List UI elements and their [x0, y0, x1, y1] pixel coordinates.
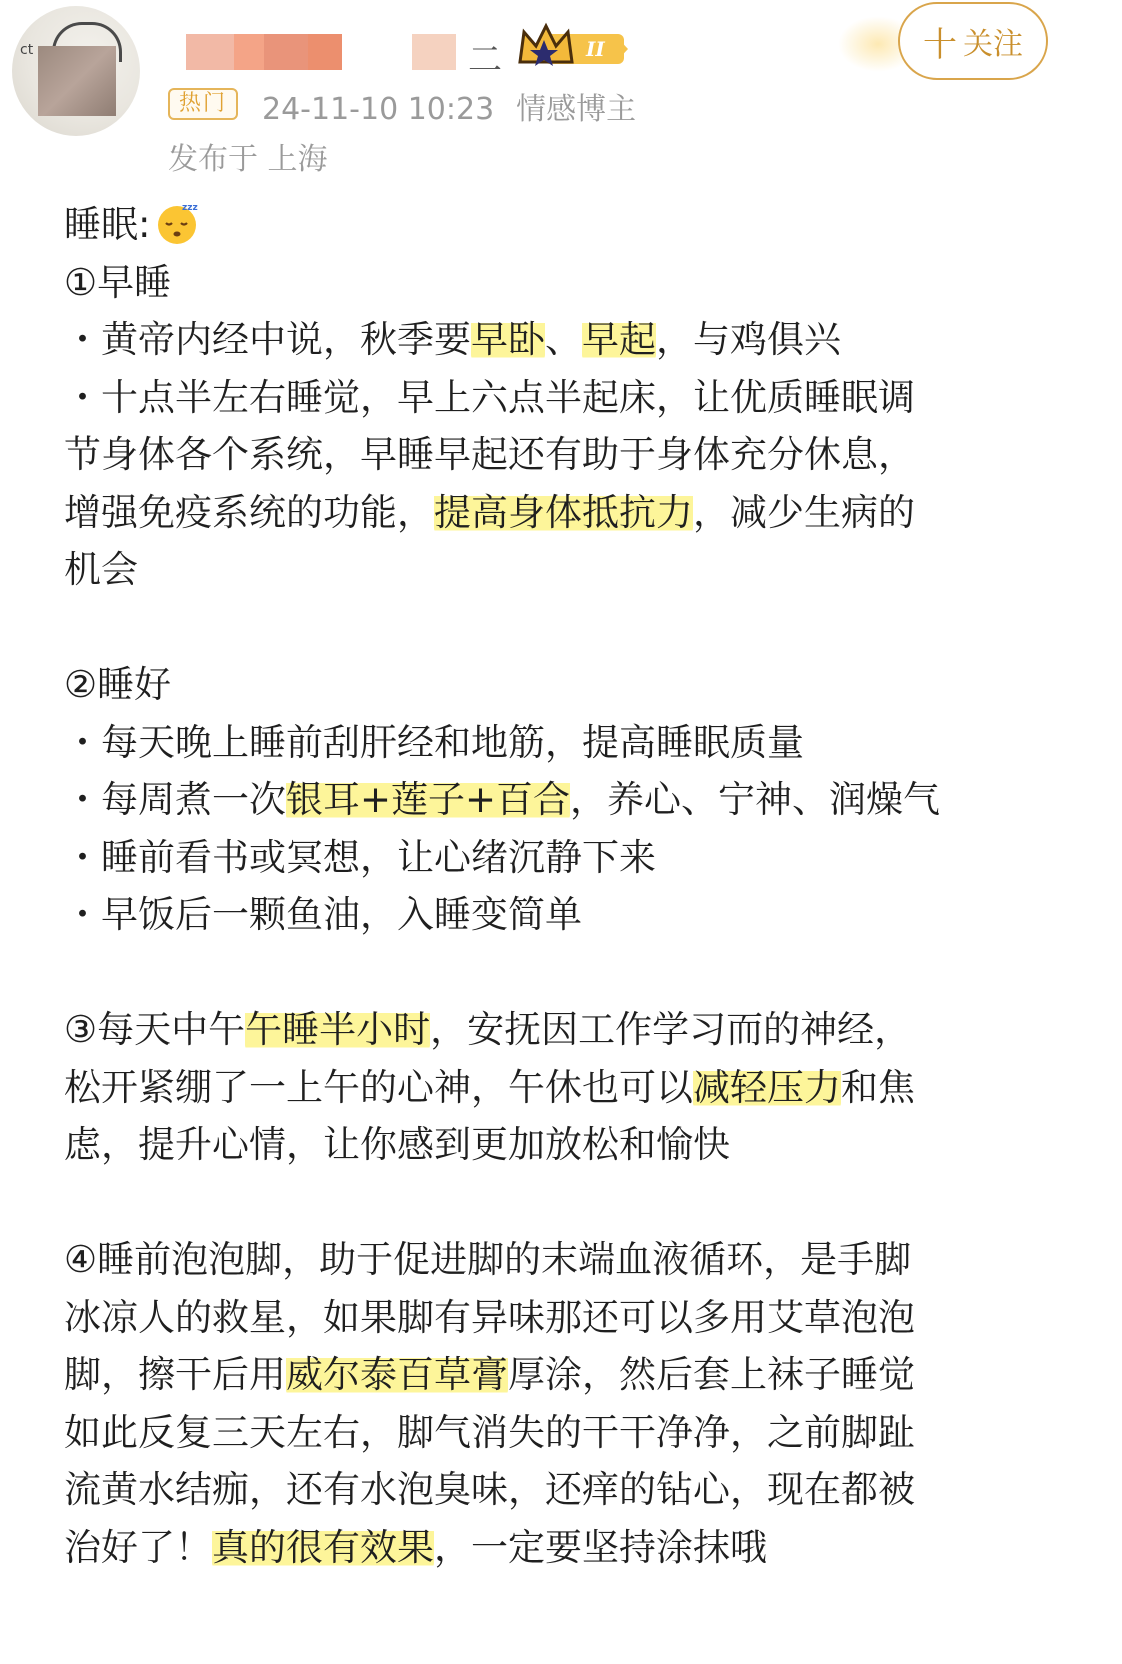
highlight: 银耳+莲子+百合 [286, 778, 571, 821]
highlight: 威尔泰百草膏 [286, 1353, 508, 1396]
avatar-blur [38, 46, 116, 116]
username-suffix: 二 [468, 40, 502, 80]
sleeping-face-icon [154, 200, 200, 246]
hot-badge: 热门 [168, 88, 238, 120]
svg-text:zzz: zzz [182, 202, 199, 213]
avatar-mark: ct [20, 42, 34, 58]
username-blurred[interactable] [186, 34, 456, 70]
section-1-bullet-2-line-3: 增强免疫系统的功能，提高身体抵抗力，减少生病的 [64, 490, 915, 534]
post-content [64, 196, 1034, 1576]
follow-button[interactable] [898, 2, 1048, 80]
section-1-bullet-2-line-2: 节身体各个系统，早睡早起还有助于身体充分休息， [64, 433, 915, 476]
plus-icon: 十 [923, 24, 957, 65]
section-4-line-6: 治好了！真的很有效果，一定要坚持涂抹哦 [64, 1525, 767, 1569]
section-3-line-2: 松开紧绷了一上午的心神，午休也可以减轻压力和焦 [64, 1065, 915, 1109]
section-2-bullet-3: ・睡前看书或冥想，让心绪沉静下来 [64, 835, 656, 879]
section-4-line-1: ④睡前泡泡脚，助于促进脚的末端血液循环，是手脚 [64, 1238, 912, 1281]
section-3-line-1: ③每天中午午睡半小时，安抚因工作学习而的神经， [64, 1008, 912, 1051]
highlight: 早卧 [471, 318, 545, 361]
section-4-line-3: 脚，擦干后用威尔泰百草膏厚涂，然后套上袜子睡觉 [64, 1353, 915, 1396]
post-meta [262, 84, 636, 128]
avatar[interactable] [12, 6, 140, 136]
follow-label: 关注 [963, 27, 1023, 62]
highlight: 午睡半小时 [245, 1008, 431, 1051]
section-2-heading: ②睡好 [64, 663, 172, 706]
section-1-bullet-2-line-4: 机会 [64, 548, 138, 591]
vip-crown-icon [514, 22, 630, 72]
section-1-bullet-1: ・黄帝内经中说，秋季要早卧、早起，与鸡俱兴 [64, 318, 841, 361]
section-2-bullet-1: ・每天晚上睡前刮肝经和地筋，提高睡眠质量 [64, 720, 804, 764]
highlight: 减轻压力 [693, 1065, 841, 1109]
section-1-heading: ①早睡 [64, 260, 172, 304]
section-1-bullet-2-line-1: ・十点半左右睡觉，早上六点半起床，让优质睡眠调 [64, 375, 915, 419]
author-role: 情感博主 [516, 92, 637, 127]
post-location: 发布于 上海 [168, 142, 328, 177]
highlight: 早起 [582, 318, 656, 361]
section-4-line-2: 冰凉人的救星，如果脚有异味那还可以多用艾草泡泡 [64, 1295, 915, 1339]
post-title: 睡眠: zzz [64, 196, 1034, 254]
post-time: 24-11-10 10:23 [262, 92, 495, 127]
section-2-bullet-4: ・早饭后一颗鱼油，入睡变简单 [64, 893, 582, 936]
highlight: 提高身体抵抗力 [434, 490, 693, 534]
section-3-line-3: 虑，提升心情，让你感到更加放松和愉快 [64, 1123, 730, 1166]
section-4-line-4: 如此反复三天左右，脚气消失的干干净净，之前脚趾 [64, 1410, 915, 1454]
section-2-bullet-2: ・每周煮一次银耳+莲子+百合，养心、宁神、润燥气 [64, 778, 941, 821]
section-4-line-5: 流黄水结痂，还有水泡臭味，还痒的钻心，现在都被 [64, 1468, 915, 1511]
highlight: 真的很有效果 [212, 1525, 434, 1569]
vip-level: II [586, 37, 605, 61]
